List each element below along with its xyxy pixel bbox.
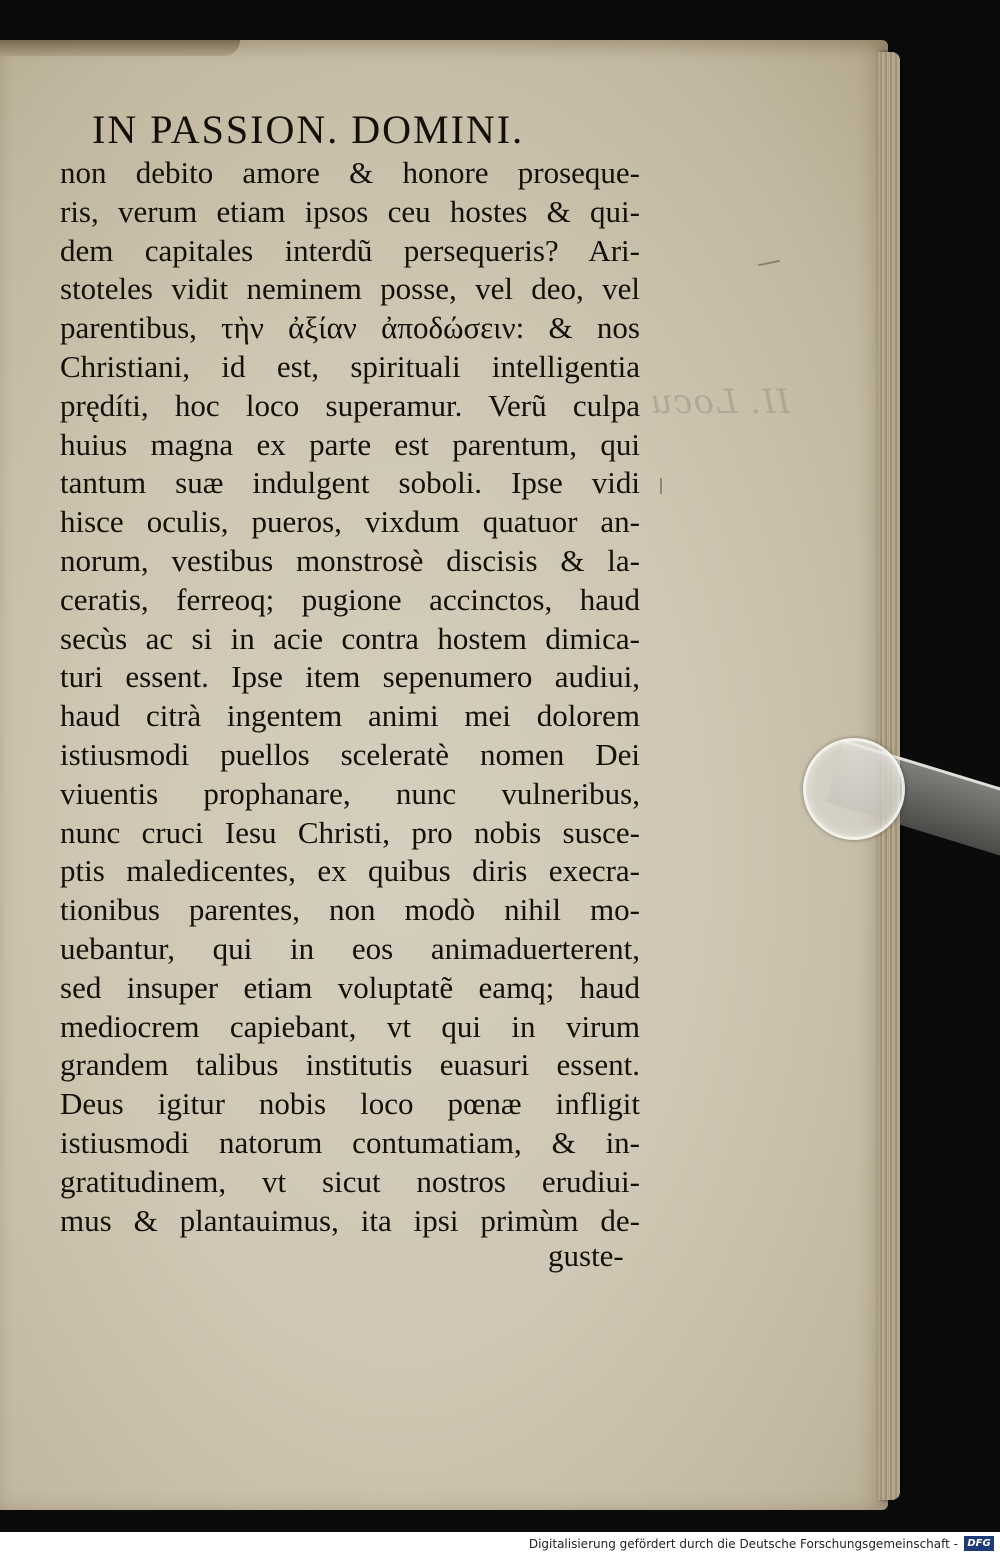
text-line: sed insuper etiam voluptatẽ eamq; haud xyxy=(60,969,640,1005)
text-line: parentibus, τὴν ἀξίαν ἀποδώσειν: & nos xyxy=(60,310,640,346)
text-line: turi essent. Ipse item sepenumero audiui, xyxy=(60,659,640,695)
credit-text: Digitalisierung gefördert durch die Deutsche Forschungsgemeinschaft - xyxy=(528,1537,958,1551)
page-clip-loop xyxy=(803,738,905,840)
text-line: viuentis prophanare, nunc vulneribus, xyxy=(60,775,640,811)
text-line: grandem talibus institutis euasuri essent. xyxy=(60,1047,640,1083)
text-line: prędíti, hoc loco superamur. Verũ culpa xyxy=(60,387,640,423)
bleed-through-text: II. Locu xyxy=(649,382,790,422)
text-line: nunc cruci Iesu Christi, pro nobis susce- xyxy=(60,814,640,850)
text-line: istiusmodi natorum contumatiam, & in- xyxy=(60,1124,640,1160)
text-line: stoteles vidit neminem posse, vel deo, vel xyxy=(60,271,640,307)
text-line: Deus igitur nobis loco pœnæ infligit xyxy=(60,1086,640,1122)
body-text xyxy=(60,154,640,1240)
text-line: tantum suæ indulgent soboli. Ipse vidi xyxy=(60,465,640,501)
text-line: dem capitales interdũ persequeris? Ari- xyxy=(60,232,640,268)
text-line: uebantur, qui in eos animaduerterent, xyxy=(60,930,640,966)
text-line: tionibus parentes, non modò nihil mo- xyxy=(60,892,640,928)
text-line: haud citrà ingentem animi mei dolorem xyxy=(60,698,640,734)
pencil-mark xyxy=(660,478,662,494)
text-block xyxy=(60,108,640,1240)
text-line: Christiani, id est, spirituali intelligentia xyxy=(60,348,640,384)
text-line: ris, verum etiam ipsos ceu hostes & qui- xyxy=(60,193,640,229)
text-line: mus & plantauimus, ita ipsi primùm de- xyxy=(60,1202,640,1238)
text-line: istiusmodi puellos sceleratè nomen Dei xyxy=(60,736,640,772)
catchword: guste- xyxy=(548,1238,624,1273)
text-line: mediocrem capiebant, vt qui in virum xyxy=(60,1008,640,1044)
text-line: huius magna ex parte est parentum, qui xyxy=(60,426,640,462)
text-line: non debito amore & honore proseque- xyxy=(60,155,640,190)
page-edge-damage xyxy=(0,40,240,56)
text-line: hisce oculis, pueros, vixdum quatuor an- xyxy=(60,504,640,540)
footer-bar xyxy=(0,1532,1000,1556)
text-line: secùs ac si in acie contra hostem dimica- xyxy=(60,620,640,656)
text-line: ceratis, ferreoq; pugione accinctos, haud xyxy=(60,581,640,617)
text-line: gratitudinem, vt sicut nostros erudiui- xyxy=(60,1163,640,1199)
text-line: norum, vestibus monstrosè discisis & la- xyxy=(60,542,640,578)
running-head: IN PASSION. DOMINI. xyxy=(92,107,525,152)
dfg-logo: DFG xyxy=(964,1536,994,1551)
text-line: ptis maledicentes, ex quibus diris execra- xyxy=(60,853,640,889)
